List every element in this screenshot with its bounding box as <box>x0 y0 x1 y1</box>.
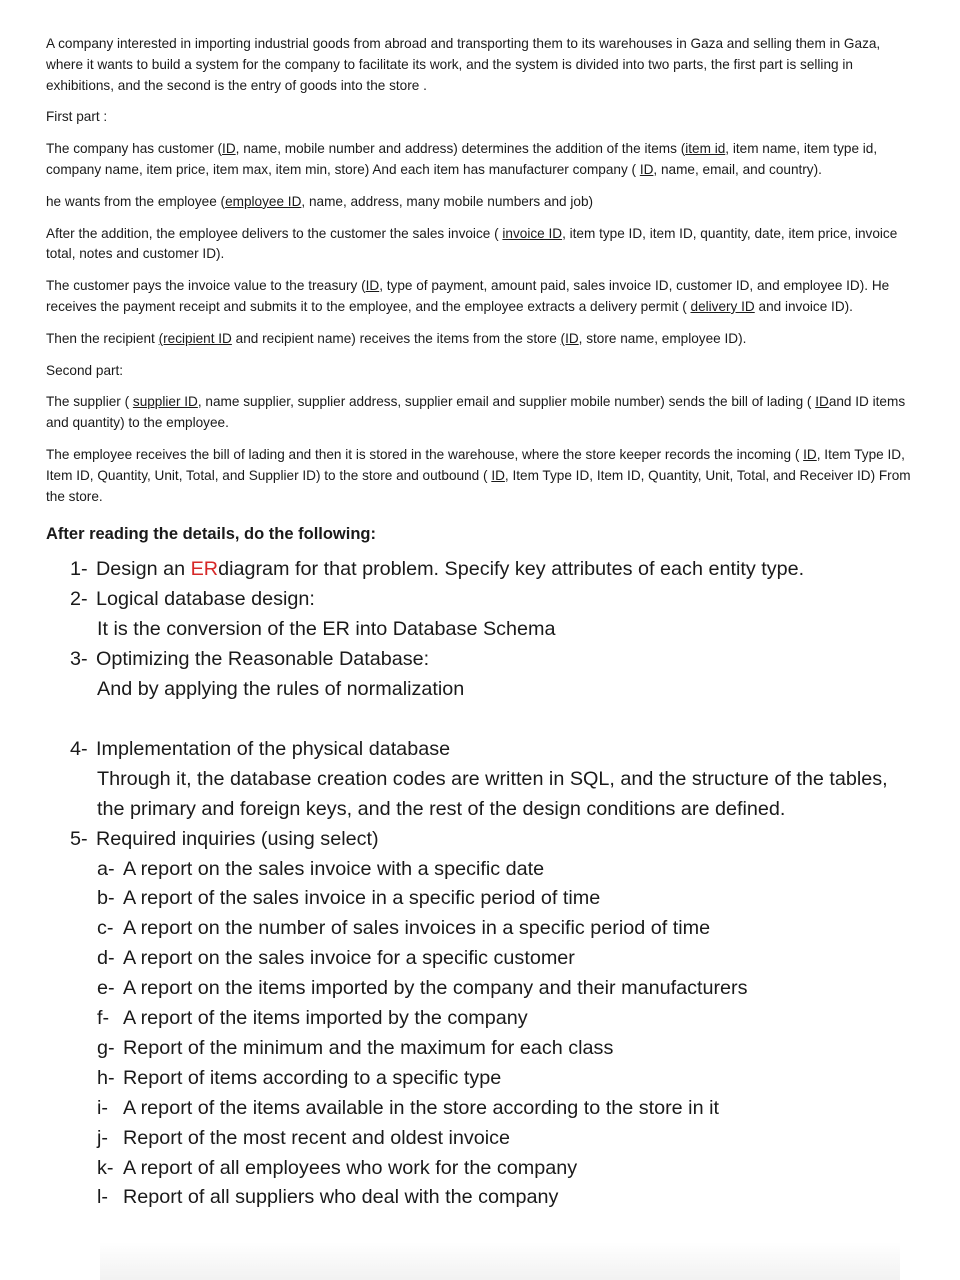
query-list <box>46 855 916 1214</box>
query-letter: l- <box>97 1186 108 1209</box>
task-number: 3- <box>70 648 88 671</box>
text-run: , item name, item type id, company name, item price, item max, item min, store) And each item has manufacturer company ( <box>46 141 878 177</box>
query-text: A report on the number of sales invoices in a specific period of time <box>123 917 711 940</box>
query-text: Report of the minimum and the maximum for each class <box>123 1036 614 1059</box>
instructions-heading: After reading the details, do the following: <box>46 525 377 544</box>
text-run: , name, email, and country). <box>653 161 822 177</box>
text-run: After the addition, the employee delivers to the customer the sales invoice ( <box>46 225 503 241</box>
text-run: , Item Type ID, Item ID, Quantity, Unit, Total, and Supplier ID) to the store and outbound ( <box>46 446 905 483</box>
query-item <box>97 1034 916 1064</box>
key-attribute: item id <box>685 141 726 157</box>
task-number: 2- <box>70 588 88 611</box>
intro-paragraph: A company interested in importing industrial goods from abroad and transporting them to its warehouses in Gaza and selling them in Gaza, where it wants to build a system for the company to facilitate its work, and the system is divided into two parts, the first part is selling in exhibitions, and the second is the entry of goods into the store . <box>46 36 881 93</box>
task-5 <box>70 825 916 855</box>
query-text: A report of the items available in the store according to the store in it <box>123 1096 719 1119</box>
task-list <box>46 555 916 1213</box>
key-attribute: ID <box>365 278 380 294</box>
task-text: Implementation of the physical database <box>96 737 451 760</box>
text-run: Then the recipient <box>46 330 159 346</box>
supplier-paragraph <box>46 392 916 434</box>
query-text: Report of all suppliers who deal with the company <box>123 1186 559 1209</box>
query-item <box>97 1064 916 1094</box>
first-part-label: First part : <box>46 109 108 125</box>
query-letter: a- <box>97 857 115 880</box>
query-item <box>97 1154 916 1184</box>
text-run: , name, address, many mobile numbers and job) <box>301 193 594 209</box>
query-item <box>97 914 916 944</box>
key-attribute: (recipient ID <box>158 330 232 346</box>
task-number: 5- <box>70 827 88 850</box>
task-text: Logical database design: <box>96 588 315 611</box>
key-attribute: ID <box>815 394 829 410</box>
payment-paragraph <box>46 276 916 318</box>
query-item <box>97 1004 916 1034</box>
task-1 <box>70 555 916 585</box>
query-letter: d- <box>97 947 115 970</box>
task-4 <box>70 735 916 765</box>
task-2-detail: It is the conversion of the ER into Database Schema <box>97 618 556 641</box>
warehouse-paragraph <box>46 445 916 507</box>
task-text: Optimizing the Reasonable Database: <box>96 648 430 671</box>
query-text: A report on the sales invoice with a specific date <box>123 857 545 880</box>
query-letter: k- <box>97 1156 114 1179</box>
employee-paragraph <box>46 192 916 213</box>
er-highlight: ER <box>190 558 219 581</box>
query-letter: c- <box>97 917 114 940</box>
key-attribute: ID <box>222 141 236 157</box>
spacer <box>46 705 916 735</box>
text-run: The employee receives the bill of lading and then it is stored in the warehouse, where the store keeper records the incoming ( <box>46 446 804 462</box>
query-item <box>97 1124 916 1154</box>
query-letter: e- <box>97 977 115 1000</box>
query-item <box>97 974 916 1004</box>
query-item <box>97 944 916 974</box>
task-number: 4- <box>70 737 88 760</box>
text-run: and invoice ID). <box>754 298 853 314</box>
task-3 <box>70 645 916 675</box>
key-attribute: ID <box>491 467 505 483</box>
query-text: A report on the items imported by the company and their manufacturers <box>123 977 748 1000</box>
task-text: diagram for that problem. Specify key attributes of each entity type. <box>218 558 805 581</box>
task-2 <box>70 585 916 615</box>
second-part-label: Second part: <box>46 362 124 378</box>
key-attribute: delivery ID <box>690 298 755 314</box>
text-run: and recipient name) receives the items from the store <box>231 330 561 346</box>
document-page <box>46 34 916 1213</box>
query-letter: b- <box>97 887 115 910</box>
task-4-detail: Through it, the database creation codes are written in SQL, and the structure of the tables, the primary and foreign keys, and the rest of the design conditions are defined. <box>97 767 888 820</box>
text-run: , Item Type ID, Item ID, Quantity, Unit, Total, and Receiver ID) From the store. <box>46 467 911 504</box>
query-item <box>97 1183 916 1213</box>
query-letter: g- <box>97 1036 115 1059</box>
key-attribute: employee ID <box>225 193 302 209</box>
key-attribute: invoice ID <box>502 225 563 241</box>
task-text: Design an <box>96 558 191 581</box>
query-text: A report on the sales invoice for a specific customer <box>123 947 575 970</box>
query-item <box>97 884 916 914</box>
query-letter: i- <box>97 1096 108 1119</box>
text-run: and ID items and quantity) to the employee. <box>46 394 906 431</box>
query-text: Report of items according to a specific type <box>123 1066 502 1089</box>
query-text: A report of the sales invoice in a specific period of time <box>123 887 601 910</box>
text-run: , name supplier, supplier address, supplier email and supplier mobile number) sends the bill of lading ( <box>197 394 816 410</box>
query-item <box>97 855 916 885</box>
query-letter: f- <box>97 1007 110 1030</box>
task-3-detail: And by applying the rules of normalization <box>97 677 465 700</box>
key-attribute: ID <box>803 446 817 462</box>
text-run: , item type ID, item ID, quantity, date, item price, invoice total, notes and customer ID). <box>46 225 898 262</box>
query-letter: h- <box>97 1066 115 1089</box>
text-run: The company has customer ( <box>46 141 223 157</box>
text-run: , store name, employee ID). <box>578 330 747 346</box>
bottom-shadow <box>100 1242 900 1280</box>
key-attribute: (ID <box>560 330 579 346</box>
task-text: Required inquiries (using select) <box>96 827 379 850</box>
text-run: , type of payment, amount paid, sales invoice ID, customer ID, and employee ID). He receives the payment receipt and submits it to the employee, and the employee extracts a delivery permit ( <box>46 278 890 314</box>
query-letter: j- <box>97 1126 108 1149</box>
recipient-paragraph <box>46 329 916 350</box>
query-item <box>97 1094 916 1124</box>
query-text: Report of the most recent and oldest invoice <box>123 1126 511 1149</box>
text-run: he wants from the employee ( <box>46 193 226 209</box>
text-run: , name, mobile number and address) determines the addition of the items ( <box>235 141 686 157</box>
text-run: The customer pays the invoice value to the treasury ( <box>46 278 366 294</box>
invoice-paragraph <box>46 224 916 266</box>
key-attribute: ID <box>639 161 654 177</box>
task-number: 1- <box>70 558 88 581</box>
text-run: The supplier ( <box>46 394 133 410</box>
key-attribute: supplier ID <box>132 394 198 410</box>
query-text: A report of the items imported by the company <box>123 1007 528 1030</box>
query-text: A report of all employees who work for the company <box>123 1156 578 1179</box>
customer-paragraph <box>46 139 916 181</box>
